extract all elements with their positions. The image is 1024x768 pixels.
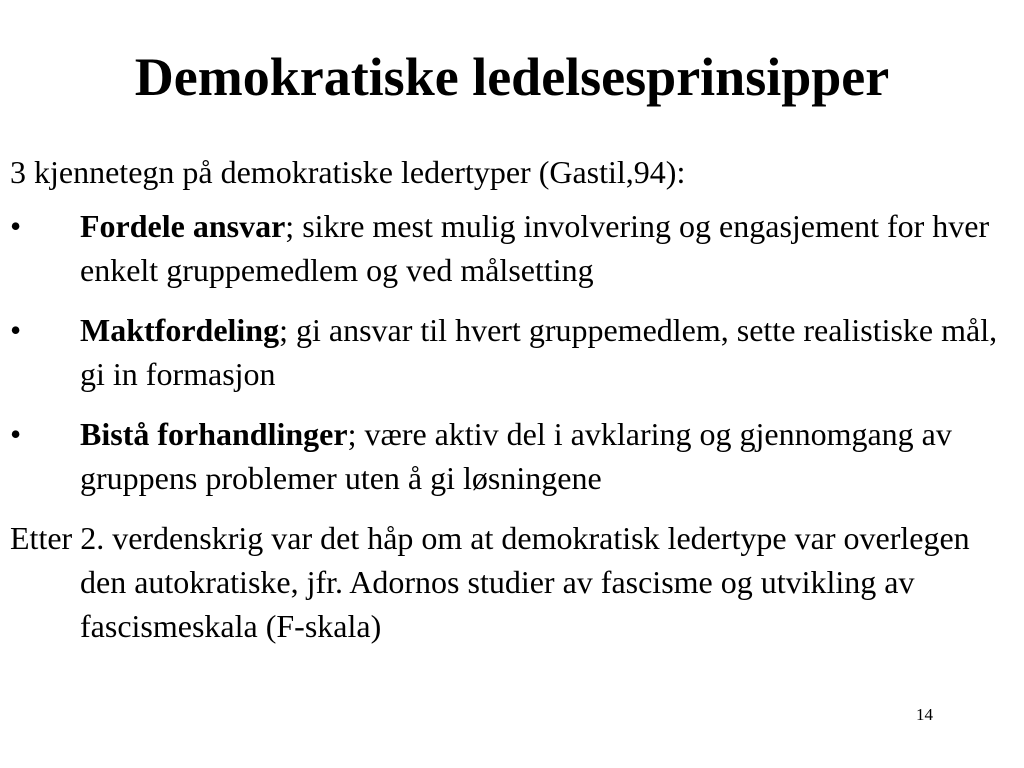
bullet-marker: • [10, 312, 22, 348]
slide-body [10, 150, 1015, 648]
closing-paragraph: Etter 2. verdenskrig var det håp om at demokratisk ledertype var overlegen den autokratiske, jfr. Adornos studier av fascisme og utvikling av fascismeskala (F-skala) [10, 520, 970, 644]
bullet-item [10, 412, 1015, 500]
bullet-text: ; være aktiv del i avklaring og gjennomgang av gruppens problemer uten å gi løsningene [80, 416, 952, 496]
bullet-term: Fordele ansvar [80, 208, 286, 244]
bullet-item [10, 204, 1015, 292]
bullet-item [10, 308, 1015, 396]
page-number: 14 [916, 705, 933, 724]
bullet-marker: • [10, 208, 22, 244]
bullet-text: ; gi ansvar til hvert gruppemedlem, sette realistiske mål, gi in formasjon [80, 312, 998, 392]
bullet-marker: • [10, 416, 22, 452]
bullet-term: Bistå forhandlinger [80, 416, 348, 452]
intro-text: 3 kjennetegn på demokratiske ledertyper (Gastil,94): [10, 154, 686, 190]
slide-title: Demokratiske ledelsesprinsipper [134, 47, 890, 107]
bullet-text: ; sikre mest mulig involvering og engasjement for hver enkelt gruppemedlem og ved målsetting [80, 208, 990, 288]
bullet-term: Maktfordeling [80, 312, 280, 348]
